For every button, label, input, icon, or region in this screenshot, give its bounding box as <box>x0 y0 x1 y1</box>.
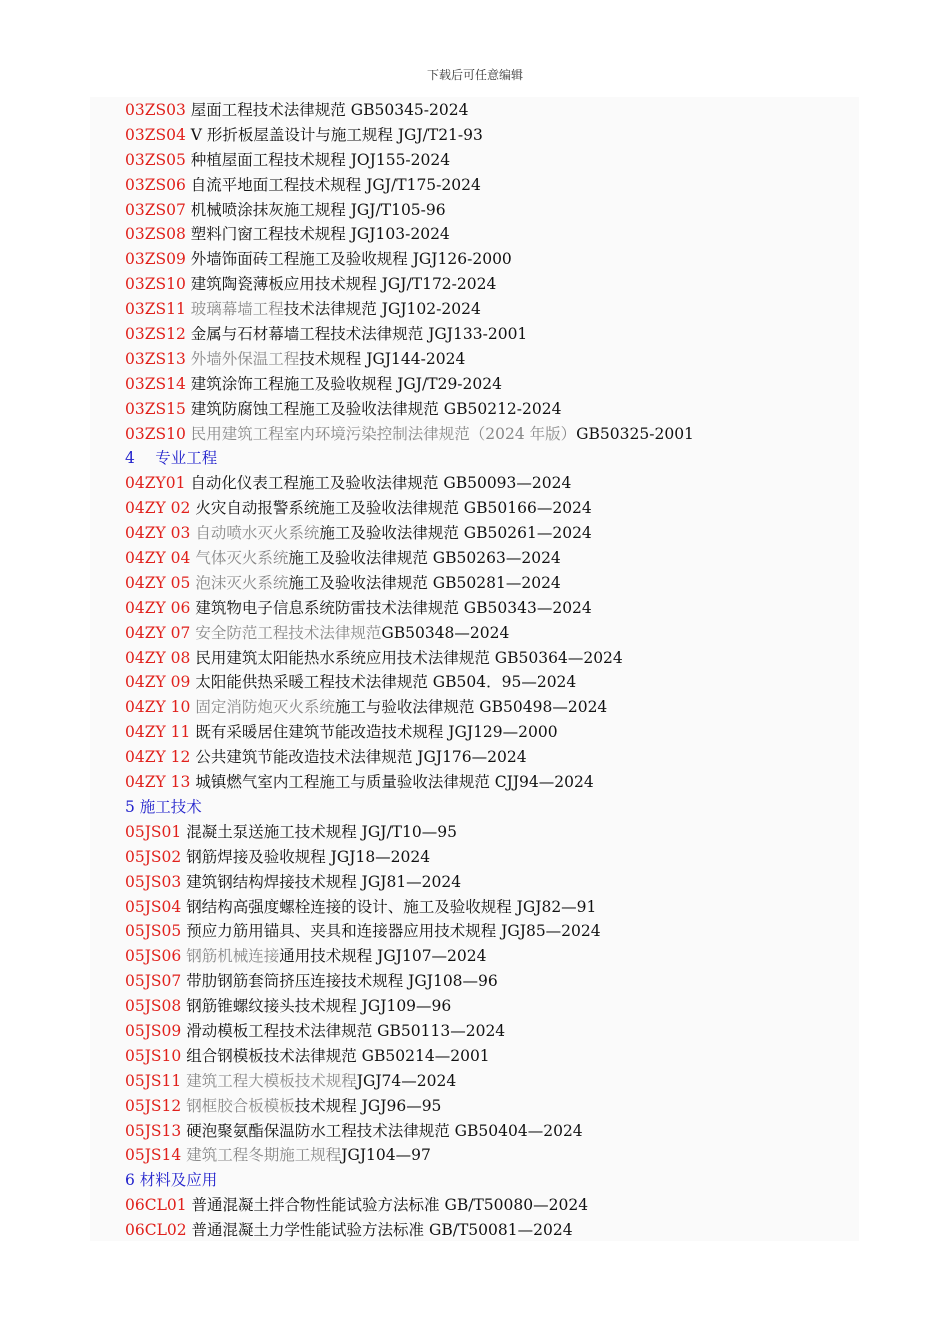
standard-title: 硬泡聚氨酯保温防水工程技术法律规范 GB50404—2024 <box>186 1121 583 1140</box>
list-item <box>125 571 855 596</box>
standard-title: 建筑物电子信息系统防雷技术法律规范 GB50343—2024 <box>195 598 592 617</box>
standard-title-gray: 建筑工程大模板技术规程 <box>186 1071 357 1090</box>
standard-title: 机械喷涂抹灰施工规程 JGJ/T105-96 <box>190 200 446 219</box>
standard-code: 05JS02 <box>125 847 182 866</box>
standard-title: 钢结构高强度螺栓连接的设计、施工及验收规程 JGJ82—91 <box>186 897 597 916</box>
standard-title-gray: 气体灭火系统 <box>195 549 289 568</box>
list-item <box>125 596 855 621</box>
standard-code: 04ZY 04 <box>125 549 191 568</box>
list-item <box>125 272 855 297</box>
standard-code: 04ZY 06 <box>125 598 191 617</box>
standard-title: V 形折板屋盖设计与施工规程 JGJ/T21-93 <box>190 125 483 144</box>
standard-title: 塑料门窗工程技术规程 JGJ103-2024 <box>190 225 450 244</box>
standard-title: GB50348—2024 <box>381 623 510 642</box>
standard-code: 03ZS10 <box>125 275 186 294</box>
list-item <box>125 870 855 895</box>
standard-code: 03ZS05 <box>125 150 186 169</box>
standard-code: 05JS06 <box>125 947 182 966</box>
standard-title: 建筑陶瓷薄板应用技术规程 JGJ/T172-2024 <box>190 275 497 294</box>
standard-title: GB50325-2001 <box>576 424 694 443</box>
list-item <box>125 646 855 671</box>
standard-code: 03ZS03 <box>125 101 186 119</box>
standard-code: 06CL01 <box>125 1196 187 1215</box>
standard-title-gray: 固定消防炮灭火系统 <box>195 698 335 717</box>
standard-title: 技术法律规范 JGJ102-2024 <box>283 300 481 319</box>
standard-title: 滑动模板工程技术法律规范 GB50113—2024 <box>186 1021 506 1040</box>
standard-code: 05JS04 <box>125 897 182 916</box>
list-item <box>125 969 855 994</box>
standard-code: 03ZS08 <box>125 225 186 244</box>
standard-title: 技术规程 JGJ96—95 <box>294 1096 442 1115</box>
standard-code: 04ZY 08 <box>125 648 191 667</box>
standard-title: 屋面工程技术法律规范 GB50345-2024 <box>190 101 469 119</box>
standard-title: 施工及验收法律规范 GB50261—2024 <box>319 524 592 543</box>
list-item <box>125 496 855 521</box>
list-item <box>125 895 855 920</box>
list-item <box>125 546 855 571</box>
standard-code: 05JS13 <box>125 1121 182 1140</box>
list-item <box>125 222 855 247</box>
standard-title: 建筑涂饰工程施工及验收规程 JGJ/T29-2024 <box>190 374 502 393</box>
standard-code: 04ZY 02 <box>125 499 191 518</box>
standard-code: 05JS08 <box>125 997 182 1016</box>
list-item <box>125 1218 855 1243</box>
standard-code: 06CL02 <box>125 1221 187 1240</box>
list-item <box>125 98 855 123</box>
standard-code: 05JS11 <box>125 1071 182 1090</box>
list-item <box>125 173 855 198</box>
standard-title-gray: 玻璃幕墙工程 <box>190 300 284 319</box>
standard-title: 建筑钢结构焊接技术规程 JGJ81—2024 <box>186 872 462 891</box>
list-item <box>125 621 855 646</box>
standard-code: 05JS10 <box>125 1046 182 1065</box>
standard-code: 03ZS12 <box>125 325 186 344</box>
standard-code: 04ZY01 <box>125 474 186 493</box>
standard-title-gray: 安全防范工程技术法律规范 <box>195 623 382 642</box>
standard-title: 普通混凝土力学性能试验方法标准 GB/T50081—2024 <box>191 1221 573 1240</box>
standard-code: 04ZY 13 <box>125 773 191 792</box>
list-item <box>125 919 855 944</box>
standard-code: 03ZS14 <box>125 374 186 393</box>
list-item <box>125 198 855 223</box>
standard-title-gray: 自动喷水灭火系统 <box>195 524 320 543</box>
standard-title: 建筑防腐蚀工程施工及验收法律规范 GB50212-2024 <box>190 399 562 418</box>
standard-code: 03ZS13 <box>125 349 186 368</box>
list-item <box>125 521 855 546</box>
standard-code: 04ZY 05 <box>125 573 191 592</box>
standard-code: 03ZS10 <box>125 424 186 443</box>
standard-code: 05JS01 <box>125 822 182 841</box>
standard-title: 自流平地面工程技术规程 JGJ/T175-2024 <box>190 175 481 194</box>
standard-code: 05JS05 <box>125 922 182 941</box>
standard-title-gray: 民用建筑工程室内环境污染控制法律规范（2024 年版） <box>190 424 577 443</box>
standard-title: 火灾自动报警系统施工及验收法律规范 GB50166—2024 <box>195 499 592 518</box>
list-item <box>125 720 855 745</box>
list-item <box>125 471 855 496</box>
section-heading-text: 5 施工技术 <box>125 797 202 816</box>
list-item <box>125 397 855 422</box>
standard-title-gray: 钢筋机械连接 <box>186 947 280 966</box>
list-item <box>125 670 855 695</box>
standard-code: 05JS07 <box>125 972 182 991</box>
list-item <box>125 1193 855 1218</box>
standard-title: 施工与验收法律规范 GB50498—2024 <box>334 698 608 717</box>
section-heading <box>125 795 855 820</box>
list-item <box>125 148 855 173</box>
list-item <box>125 944 855 969</box>
list-item <box>125 1019 855 1044</box>
section-heading-text: 6 材料及应用 <box>125 1171 218 1190</box>
standard-code: 05JS14 <box>125 1146 182 1165</box>
standard-code: 03ZS06 <box>125 175 186 194</box>
list-item <box>125 1094 855 1119</box>
standard-title: 民用建筑太阳能热水系统应用技术法律规范 GB50364—2024 <box>195 648 623 667</box>
standard-code: 03ZS07 <box>125 200 186 219</box>
standard-code: 04ZY 11 <box>125 723 191 742</box>
standard-title: 预应力筋用锚具、夹具和连接器应用技术规程 JGJ85—2024 <box>186 922 601 941</box>
standard-code: 03ZS15 <box>125 399 186 418</box>
standard-title: 城镇燃气室内工程施工与质量验收法律规范 CJJ94—2024 <box>195 773 594 792</box>
section-heading-text: 4 专业工程 <box>125 449 218 468</box>
list-item <box>125 422 855 447</box>
standard-code: 05JS09 <box>125 1021 182 1040</box>
standard-code: 05JS03 <box>125 872 182 891</box>
standard-title: 金属与石材幕墙工程技术法律规范 JGJ133-2001 <box>190 325 528 344</box>
standard-title: 技术规程 JGJ144-2024 <box>299 349 466 368</box>
list-item <box>125 372 855 397</box>
list-item <box>125 695 855 720</box>
list-item <box>125 1069 855 1094</box>
section-heading <box>125 1168 855 1193</box>
standard-code: 04ZY 12 <box>125 748 191 767</box>
list-item <box>125 820 855 845</box>
list-item <box>125 745 855 770</box>
list-item <box>125 1044 855 1069</box>
standard-code: 04ZY 03 <box>125 524 191 543</box>
standard-title: 混凝土泵送施工技术规程 JGJ/T10—95 <box>186 822 457 841</box>
list-item <box>125 845 855 870</box>
standard-code: 03ZS09 <box>125 250 186 269</box>
standard-code: 04ZY 07 <box>125 623 191 642</box>
standards-list <box>125 98 855 1243</box>
standard-title: 组合钢模板技术法律规范 GB50214—2001 <box>186 1046 490 1065</box>
standard-code: 03ZS11 <box>125 300 186 319</box>
page-header: 下载后可任意编辑 <box>426 68 523 82</box>
list-item <box>125 347 855 372</box>
standard-title: 通用技术规程 JGJ107—2024 <box>279 947 487 966</box>
standard-title-gray: 泡沫灭火系统 <box>195 573 289 592</box>
standard-title: 钢筋锥螺纹接头技术规程 JGJ109—96 <box>186 997 452 1016</box>
standard-title: JGJ104—97 <box>341 1146 431 1165</box>
standard-title-gray: 建筑工程冬期施工规程 <box>186 1146 342 1165</box>
standard-title: 太阳能供热采暖工程技术法律规范 GB504．95—2024 <box>195 673 577 692</box>
standard-code: 04ZY 10 <box>125 698 191 717</box>
standard-title: 自动化仪表工程施工及验收法律规范 GB50093—2024 <box>190 474 572 493</box>
standard-title-gray: 外墙外保温工程 <box>190 349 300 368</box>
standard-title: 施工及验收法律规范 GB50263—2024 <box>288 549 561 568</box>
standard-title: 施工及验收法律规范 GB50281—2024 <box>288 573 561 592</box>
list-item <box>125 770 855 795</box>
standard-title: 钢筋焊接及验收规程 JGJ18—2024 <box>186 847 431 866</box>
standard-title: 公共建筑节能改造技术法律规范 JGJ176—2024 <box>195 748 527 767</box>
list-item <box>125 123 855 148</box>
standard-code: 03ZS04 <box>125 125 186 144</box>
standard-title: JGJ74—2024 <box>356 1071 457 1090</box>
list-item <box>125 247 855 272</box>
standard-code: 04ZY 09 <box>125 673 191 692</box>
standard-code: 05JS12 <box>125 1096 182 1115</box>
section-heading <box>125 446 855 471</box>
standard-title: 种植屋面工程技术规程 JOJ155-2024 <box>190 150 451 169</box>
standard-title: 带肋钢筋套筒挤压连接技术规程 JGJ108—96 <box>186 972 498 991</box>
standard-title-gray: 钢框胶合板模板 <box>186 1096 295 1115</box>
standard-title: 外墙饰面砖工程施工及验收规程 JGJ126-2000 <box>190 250 512 269</box>
list-item <box>125 297 855 322</box>
list-item <box>125 322 855 347</box>
list-item <box>125 1119 855 1144</box>
standard-title: 既有采暖居住建筑节能改造技术规程 JGJ129—2000 <box>195 723 558 742</box>
list-item <box>125 1143 855 1168</box>
standard-title: 普通混凝土拌合物性能试验方法标准 GB/T50080—2024 <box>191 1196 589 1215</box>
list-item <box>125 994 855 1019</box>
